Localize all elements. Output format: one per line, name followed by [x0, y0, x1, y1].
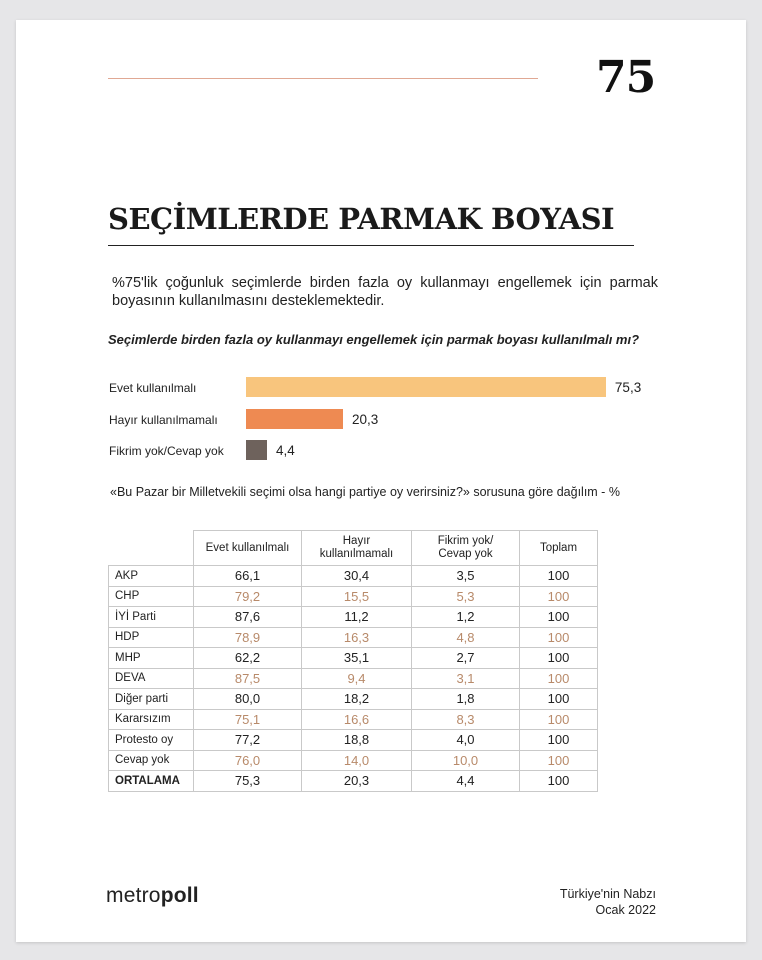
- party-name-cell: ORTALAMA: [109, 771, 194, 792]
- value-cell: 80,0: [194, 689, 302, 710]
- column-header-text: Hayır kullanılmamalı: [319, 535, 394, 560]
- column-header: Evet kullanılmalı: [194, 531, 302, 566]
- results-table: [108, 530, 598, 792]
- value-cell: 18,2: [302, 689, 412, 710]
- value-cell: 100: [520, 709, 598, 730]
- table-row: [109, 689, 598, 710]
- value-cell: 76,0: [194, 750, 302, 771]
- value-cell: 100: [520, 607, 598, 628]
- value-cell: 16,6: [302, 709, 412, 730]
- value-cell: 30,4: [302, 566, 412, 587]
- bar-label: Hayır kullanılmamalı: [109, 413, 218, 427]
- column-header: Toplam: [520, 531, 598, 566]
- value-cell: 10,0: [412, 750, 520, 771]
- logo-text-light: metro: [106, 884, 161, 907]
- table-row: [109, 709, 598, 730]
- value-cell: 78,9: [194, 627, 302, 648]
- value-cell: 4,8: [412, 627, 520, 648]
- table-row: [109, 648, 598, 669]
- value-cell: 100: [520, 750, 598, 771]
- value-cell: 18,8: [302, 730, 412, 751]
- bar: [246, 440, 267, 460]
- table-question: «Bu Pazar bir Milletvekili seçimi olsa hangi partiye oy verirsiniz?» sorusuna göre dağılım - %: [110, 485, 620, 499]
- report-page: [16, 20, 746, 942]
- table-row: [109, 668, 598, 689]
- value-cell: 4,0: [412, 730, 520, 751]
- table-row: [109, 730, 598, 751]
- value-cell: 35,1: [302, 648, 412, 669]
- value-cell: 79,2: [194, 586, 302, 607]
- party-name-cell: DEVA: [109, 668, 194, 689]
- value-cell: 1,2: [412, 607, 520, 628]
- bar: [246, 409, 343, 429]
- lead-paragraph: %75'lik çoğunluk seçimlerde birden fazla oy kullanmayı engellemek için parmak boyasının kullanılmasını desteklemektedir.: [112, 275, 658, 309]
- value-cell: 75,3: [194, 771, 302, 792]
- value-cell: 100: [520, 586, 598, 607]
- bar-value-label: 4,4: [276, 443, 295, 458]
- value-cell: 100: [520, 566, 598, 587]
- party-name-cell: CHP: [109, 586, 194, 607]
- column-header: [302, 531, 412, 566]
- value-cell: 100: [520, 730, 598, 751]
- party-name-cell: Protesto oy: [109, 730, 194, 751]
- party-name-cell: İYİ Parti: [109, 607, 194, 628]
- value-cell: 100: [520, 689, 598, 710]
- section-title: SEÇİMLERDE PARMAK BOYASI: [108, 202, 615, 236]
- bar-label: Evet kullanılmalı: [109, 381, 197, 395]
- table-row: [109, 586, 598, 607]
- value-cell: 87,6: [194, 607, 302, 628]
- value-cell: 62,2: [194, 648, 302, 669]
- value-cell: 16,3: [302, 627, 412, 648]
- column-header: [412, 531, 520, 566]
- logo-text-bold: poll: [160, 884, 199, 907]
- value-cell: 100: [520, 668, 598, 689]
- value-cell: 77,2: [194, 730, 302, 751]
- bar-value-label: 20,3: [352, 412, 379, 427]
- value-cell: 14,0: [302, 750, 412, 771]
- value-cell: 100: [520, 648, 598, 669]
- party-name-cell: Diğer parti: [109, 689, 194, 710]
- page-number: 75: [596, 52, 656, 103]
- footer-publication-info: [516, 886, 656, 918]
- header-rule: [108, 78, 538, 79]
- value-cell: 2,7: [412, 648, 520, 669]
- value-cell: 11,2: [302, 607, 412, 628]
- chart-question: Seçimlerde birden fazla oy kullanmayı engellemek için parmak boyası kullanılmalı mı?: [108, 332, 640, 347]
- bar-label: Fikrim yok/Cevap yok: [109, 444, 224, 458]
- value-cell: 5,3: [412, 586, 520, 607]
- table-row: [109, 566, 598, 587]
- table-corner-cell: [109, 531, 194, 566]
- value-cell: 9,4: [302, 668, 412, 689]
- party-name-cell: AKP: [109, 566, 194, 587]
- value-cell: 75,1: [194, 709, 302, 730]
- party-name-cell: MHP: [109, 648, 194, 669]
- value-cell: 20,3: [302, 771, 412, 792]
- value-cell: 87,5: [194, 668, 302, 689]
- value-cell: 100: [520, 627, 598, 648]
- table-body: [109, 566, 598, 792]
- table-row: [109, 607, 598, 628]
- metropoll-logo: [106, 884, 199, 908]
- value-cell: 66,1: [194, 566, 302, 587]
- column-header-text: Fikrim yok/ Cevap yok: [437, 535, 494, 560]
- bar: [246, 377, 606, 397]
- bar-value-label: 75,3: [614, 380, 642, 395]
- table-row: [109, 627, 598, 648]
- table-row: [109, 750, 598, 771]
- value-cell: 3,5: [412, 566, 520, 587]
- publication-date: Ocak 2022: [595, 903, 656, 917]
- party-name-cell: HDP: [109, 627, 194, 648]
- value-cell: 100: [520, 771, 598, 792]
- table-header-row: [109, 531, 598, 566]
- table-row: [109, 771, 598, 792]
- value-cell: 3,1: [412, 668, 520, 689]
- party-name-cell: Cevap yok: [109, 750, 194, 771]
- value-cell: 4,4: [412, 771, 520, 792]
- publication-name: Türkiye'nin Nabzı: [559, 887, 656, 901]
- party-name-cell: Kararsızım: [109, 709, 194, 730]
- value-cell: 8,3: [412, 709, 520, 730]
- title-underline: [108, 245, 634, 246]
- value-cell: 15,5: [302, 586, 412, 607]
- value-cell: 1,8: [412, 689, 520, 710]
